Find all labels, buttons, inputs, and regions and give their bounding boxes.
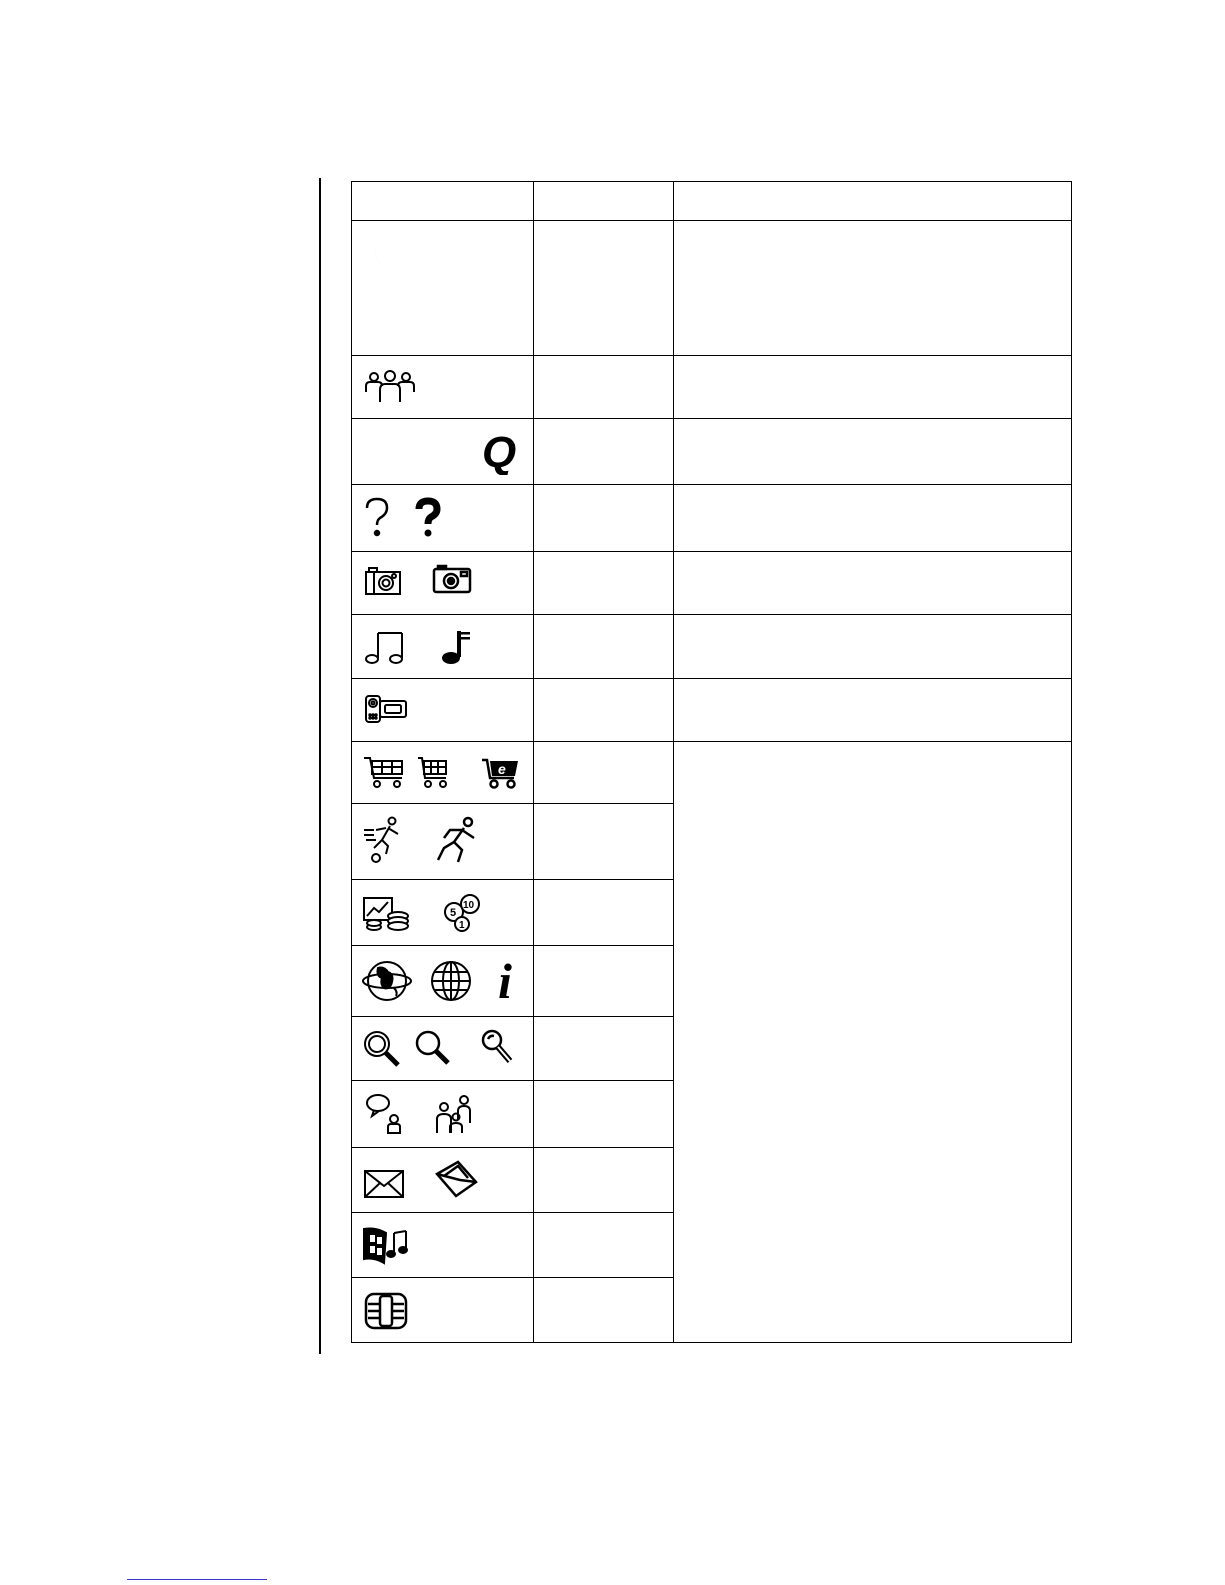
name-cell [534, 945, 674, 1016]
footer-rule [127, 1579, 267, 1580]
icon-cell [352, 804, 534, 879]
user-group-icon [364, 368, 416, 404]
table-row [352, 615, 1072, 679]
icon-cell [352, 1212, 534, 1277]
name-cell [534, 419, 674, 485]
table-row [352, 679, 1072, 742]
soccer-player-icon [362, 816, 404, 864]
icon-cell [352, 485, 534, 552]
header-cell-name [534, 182, 674, 221]
icon-cell [352, 1016, 534, 1080]
description-cell [674, 679, 1072, 742]
music-notes-outline-icon [364, 631, 408, 665]
icon-cell [352, 615, 534, 679]
icon-cell [352, 879, 534, 945]
camera-bold-icon [432, 564, 472, 594]
camera-outline-icon [364, 566, 402, 596]
video-camera-icon [364, 693, 408, 723]
table-row [352, 742, 1072, 804]
icon-cell [352, 1147, 534, 1212]
e-cart-letter: e [498, 761, 506, 778]
table-row [352, 221, 1072, 356]
description-cell [674, 419, 1072, 485]
header-cell-icon [352, 182, 534, 221]
change-bar [319, 178, 321, 1354]
coins-icon [442, 890, 482, 934]
icon-cell [352, 221, 534, 356]
magnifier-icon [414, 1029, 452, 1067]
magnifier-bold-icon [480, 1029, 516, 1067]
name-cell [534, 1277, 674, 1342]
name-cell [534, 742, 674, 804]
globe-earth-icon [362, 958, 412, 1004]
table-header-row [352, 182, 1072, 221]
table-row [352, 552, 1072, 615]
coin-label: 5 [450, 906, 457, 919]
description-cell [674, 485, 1072, 552]
description-cell-shared [674, 742, 1072, 1343]
name-cell [534, 1147, 674, 1212]
media-card-icon [364, 1292, 408, 1330]
question-bold-icon [414, 497, 442, 539]
shopping-cart-small-icon [416, 756, 450, 790]
q-logo-icon [480, 431, 522, 475]
name-cell [534, 221, 674, 356]
music-note-bold-icon [440, 629, 474, 665]
q-logo-letter: Q [482, 431, 517, 476]
table-row [352, 419, 1072, 485]
info-icon [498, 956, 524, 1002]
name-cell [534, 804, 674, 879]
name-cell [534, 879, 674, 945]
shopping-cart-icon [362, 756, 406, 790]
description-cell [674, 356, 1072, 419]
family-icon [434, 1093, 474, 1135]
e-cart-icon [480, 756, 520, 790]
icon-cell [352, 945, 534, 1016]
icon-cell [352, 1080, 534, 1147]
table-row [352, 356, 1072, 419]
icon-cell [352, 419, 534, 485]
icon-cell [352, 356, 534, 419]
icon-cell [352, 679, 534, 742]
name-cell [534, 552, 674, 615]
description-cell [674, 552, 1072, 615]
envelope-open-icon [434, 1160, 478, 1198]
chart-coins-icon [362, 894, 412, 934]
name-cell [534, 1212, 674, 1277]
envelope-closed-icon [364, 1170, 404, 1198]
info-letter: i [498, 955, 512, 1002]
icon-table [351, 181, 1072, 1343]
name-cell [534, 356, 674, 419]
globe-grid-icon [430, 960, 472, 1002]
name-cell [534, 1016, 674, 1080]
name-cell [534, 1080, 674, 1147]
description-cell [674, 615, 1072, 679]
description-cell [674, 221, 1072, 356]
film-music-icon [362, 1225, 412, 1265]
icon-cell [352, 1277, 534, 1342]
name-cell [534, 615, 674, 679]
header-cell-description [674, 182, 1072, 221]
question-outline-icon [364, 497, 390, 539]
magnifier-outline-icon [362, 1029, 402, 1069]
runner-icon [430, 816, 480, 864]
icon-cell [352, 552, 534, 615]
coin-label: 10 [463, 899, 475, 911]
name-cell [534, 679, 674, 742]
name-cell [534, 485, 674, 552]
chat-person-icon [364, 1093, 404, 1135]
crescent-moon-icon [366, 231, 408, 275]
table-row [352, 485, 1072, 552]
coin-label: 1 [459, 919, 465, 931]
icon-cell [352, 742, 534, 804]
